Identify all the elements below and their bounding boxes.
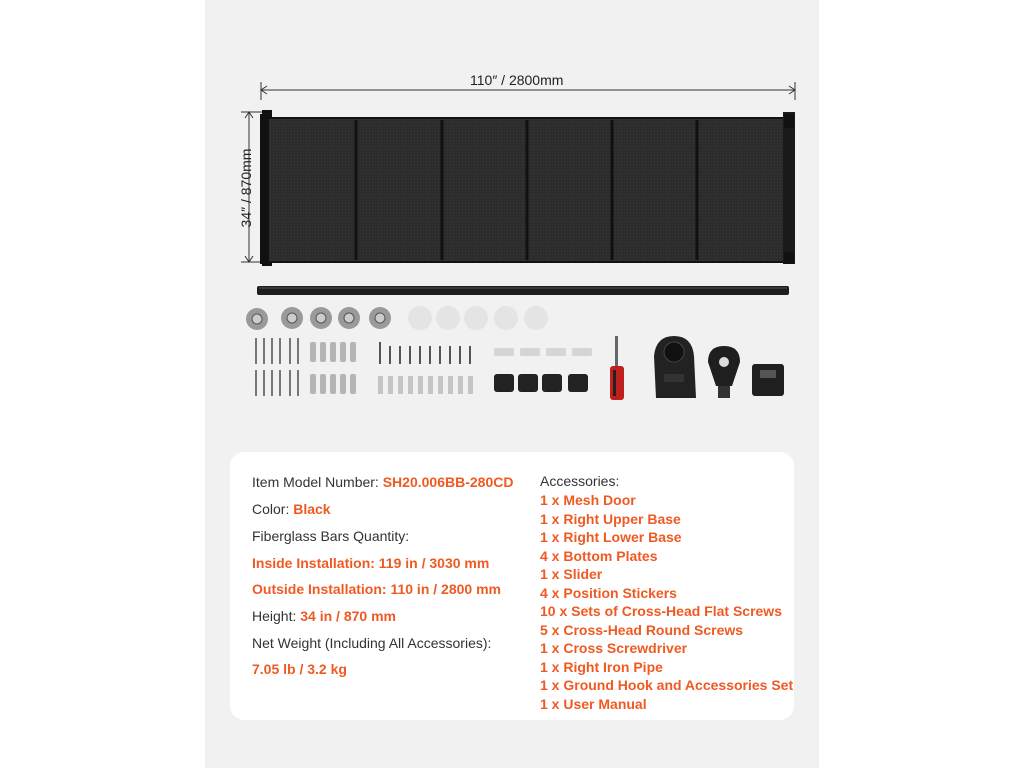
screwdriver-icon bbox=[604, 334, 630, 402]
accessory-item: 5 x Cross-Head Round Screws bbox=[540, 621, 744, 638]
accessory-item: 1 x Mesh Door bbox=[540, 492, 636, 508]
accessory-item: 10 x Sets of Cross-Head Flat Screws bbox=[540, 603, 782, 619]
color-label: Color: bbox=[252, 501, 294, 517]
color-spec bbox=[252, 501, 331, 517]
weight-label: Net Weight (Including All Accessories): bbox=[252, 635, 492, 651]
accessory-item: 1 x Right Upper Base bbox=[540, 510, 681, 527]
mesh-door-image bbox=[258, 110, 798, 270]
accessory-item: 1 x Right Lower Base bbox=[540, 529, 682, 545]
accessories-title: Accessories: bbox=[540, 473, 620, 489]
slider-icon bbox=[748, 360, 788, 400]
accessory-item: 1 x Cross Screwdriver bbox=[540, 640, 688, 656]
accessory-item: 1 x Right Iron Pipe bbox=[540, 658, 663, 675]
width-label: 110″ / 2800mm bbox=[470, 72, 564, 88]
model-number bbox=[252, 474, 513, 490]
wall-plates-image bbox=[238, 300, 558, 340]
color-value: Black bbox=[293, 501, 331, 517]
wall-plate-icon bbox=[246, 308, 268, 330]
lower-base-icon bbox=[702, 342, 748, 400]
upper-base-icon bbox=[646, 330, 702, 402]
outside-installation: Outside Installation: 110 in / 2800 mm bbox=[252, 581, 501, 597]
accessory-item: 1 x Ground Hook and Accessories Set bbox=[540, 677, 794, 693]
screws-image bbox=[248, 336, 488, 402]
height-spec-label: Height: bbox=[252, 608, 301, 624]
weight-value: 7.05 lb / 3.2 kg bbox=[252, 661, 347, 677]
bars-quantity-label: Fiberglass Bars Quantity: bbox=[252, 528, 410, 544]
bottom-plates-image bbox=[490, 340, 600, 400]
accessory-item: 4 x Bottom Plates bbox=[540, 547, 658, 564]
inside-installation: Inside Installation: 119 in / 3030 mm bbox=[252, 555, 490, 571]
model-number-label: Item Model Number: bbox=[252, 474, 383, 490]
accessory-item: 1 x Slider bbox=[540, 566, 603, 582]
accessory-item: 1 x User Manual bbox=[540, 695, 647, 712]
iron-pipe-image bbox=[255, 283, 795, 299]
accessories-list bbox=[540, 491, 793, 713]
model-number-value: SH20.006BB-280CD bbox=[382, 474, 514, 490]
height-spec bbox=[252, 608, 396, 624]
height-label: 34″ / 870mm bbox=[238, 148, 254, 228]
accessory-item: 4 x Position Stickers bbox=[540, 584, 677, 601]
height-spec-value: 34 in / 870 mm bbox=[300, 608, 396, 624]
